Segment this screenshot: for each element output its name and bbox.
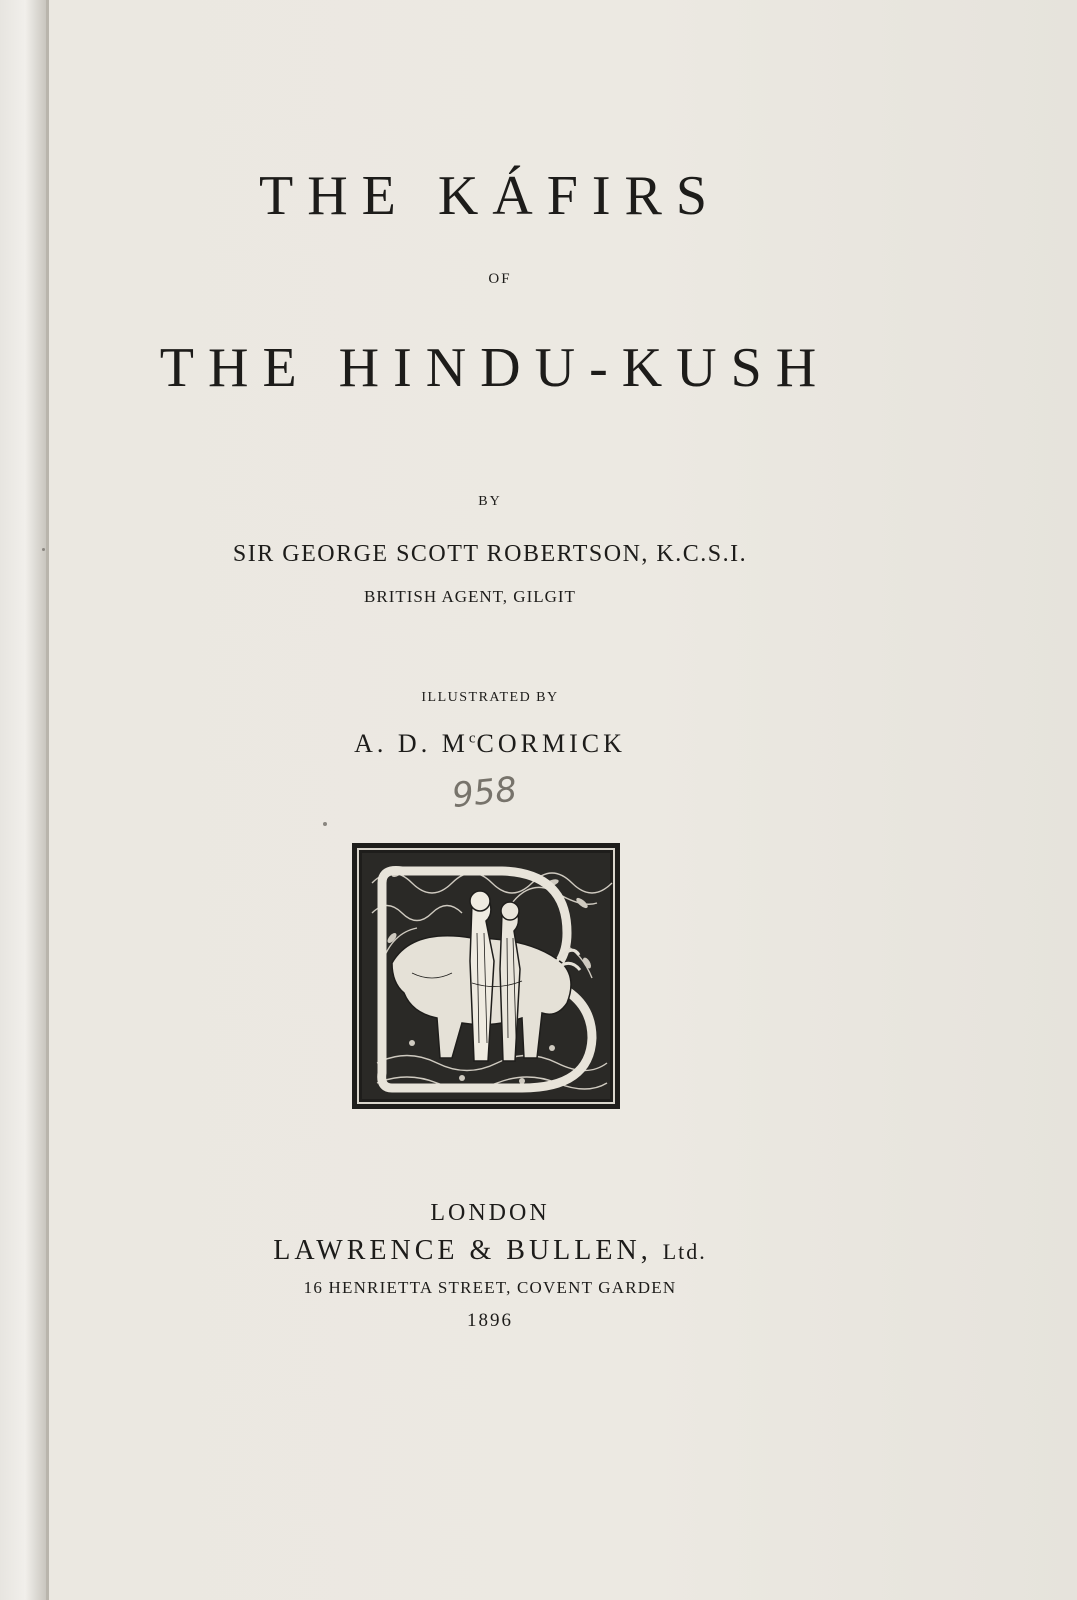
publisher-name: LAWRENCE & BULLEN, <box>273 1235 652 1266</box>
author-role: BRITISH AGENT, GILGIT <box>364 587 576 606</box>
paper-speck <box>323 822 327 826</box>
title-line-1: THE KÁFIRS <box>258 165 722 227</box>
illustrator-name-prefix: A. D. M <box>354 729 469 758</box>
illustrated-by-label: ILLUSTRATED BY <box>421 690 559 705</box>
paper-speck <box>42 548 45 551</box>
imprint-address: 16 HENRIETTA STREET, COVENT GARDEN <box>303 1278 677 1297</box>
author-name: SIR GEORGE SCOTT ROBERTSON, K.C.S.I. <box>232 541 748 567</box>
illustrator-name-suffix: CORMICK <box>476 729 626 758</box>
spine-divider <box>46 0 49 1600</box>
imprint-publisher <box>200 1235 780 1267</box>
publisher-suffix: Ltd. <box>662 1239 707 1264</box>
title-connector: OF <box>488 271 512 287</box>
imprint-city: LONDON <box>430 1200 550 1226</box>
imprint-year: 1896 <box>467 1310 513 1331</box>
by-label: BY <box>478 494 502 509</box>
illustrator-name-superscript: c <box>468 730 477 747</box>
ornamental-initial-b-emblem-icon <box>352 843 620 1109</box>
spine-edge <box>0 0 46 1600</box>
title-line-2: THE HINDU-KUSH <box>159 337 831 399</box>
illustrator-name <box>320 729 660 759</box>
handwritten-number: 958 <box>450 769 519 817</box>
